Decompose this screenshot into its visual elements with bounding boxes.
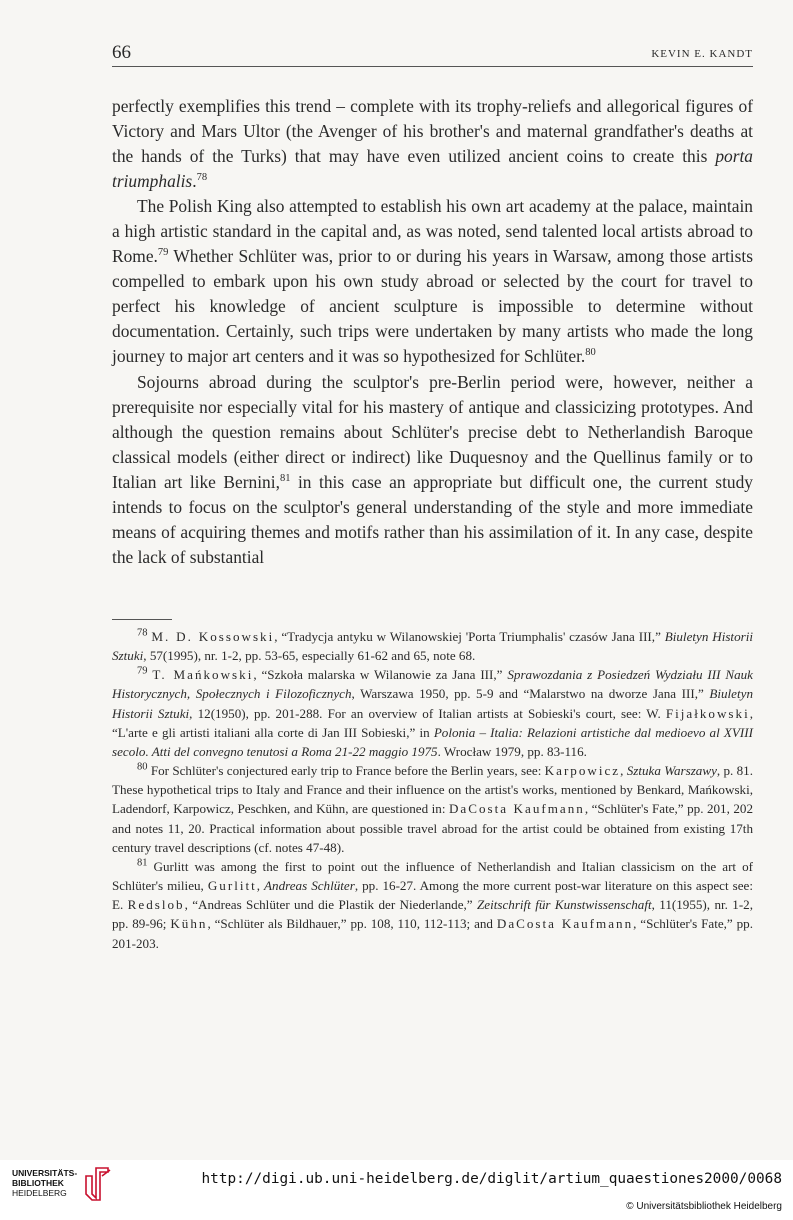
footnote-ref-79[interactable]: 79 (157, 247, 169, 259)
library-logo-text: UNIVERSITÄTS- BIBLIOTHEK HEIDELBERG (12, 1168, 78, 1198)
paragraph-3: Sojourns abroad during the sculptor's pre-Berlin period were, however, neither a prerequisite nor especially vital for his mastery of antique and classicizing prototypes. And although the question remains about Schlüter's precise debt to Netherlandish Baroque classical models (either direct or indirect) like Duquesnoy and the Quellinus family or to Italian art like Bernini,$^{81}$ in this case an appropriate but difficult one, the current study intends to focus on the sculptor's general understanding of the style and more immediate means of acquiring themes and motifs rather than his assimilation of it. In any case, despite the lack of substantial (112, 371, 753, 567)
copyright-notice: © Universitätsbibliothek Heidelberg (626, 1201, 782, 1212)
footnote-ref-80[interactable]: 80 (585, 347, 596, 359)
footnotes (112, 627, 753, 953)
main-text (112, 94, 753, 570)
footnote-80: $^{80}$ For Schlüter's conjectured early trip to France before the Berlin years, see: Karpowicz, Sztuka Warszawy, p. 81. These hypothetical trips to Italy and France and their influence on the artist's works, mentioned by Benkard, Mańkowski, Ladendorf, Karpowicz, Peschken, and Kühn, are questioned in: DaCosta Kaufmann, “Schlüter's Fate,” pp. 201, 202 and notes 11, 20. Practical information about possible travel abroad for the artist could be obtained from existing 17th century travel descriptions (cf. notes 47-48). (112, 761, 754, 855)
page-number: 66 (112, 42, 131, 63)
paragraph-2: The Polish King also attempted to establish his own art academy at the palace, maintain a high artistic standard in the capital and, as was noted, send talented local artists abroad to Rome.$^{79}$ Whether Schlüter was, prior to or during his years in Warsaw, among those artists compelled to embark upon his own study abroad or selected by the court for travel to perfect his knowledge of ancient sculpture is impossible to determine without documentation. Certainly, such trips were undertaken by many artists who made the long journey to major art centers and it was so hypothesized for Schlüter.$^{80}$ (112, 196, 753, 367)
footnote-81: $^{81}$ Gurlitt was among the first to point out the influence of Netherlandish and Italian classicism on the art of Schlüter's milieu, Gurlitt, Andreas Schlüter, pp. 16-27. Among the more current post-war literature on this aspect see: E. Redslob, “Andreas Schlüter und die Plastik der Niederlande,” Zeitschrift für Kunstwissenschaft, 11(1955), nr. 1-2, pp. 89-96; Kühn, “Schlüter als Bildhauer,” pp. 108, 110, 112-113; and DaCosta Kaufmann, “Schlüter's Fate,” pp. 201-203. (112, 857, 754, 951)
running-header (112, 42, 753, 67)
footnote-79: $^{79}$ T. Mańkowski, “Szkoła malarska w Wilanowie za Jana III,” Sprawozdania z Posiedzeń Wydziału III Nauk Historycznych, Społecznych i Filozoficznych, Warszawa 1950, pp. 5-9 and “Malarstwo na dworze Jana III,” Biuletyn Historii Sztuki, 12(1950), pp. 201-288. For an overview of Italian artists at Sobieski's court, see: W. Fijałkowski, “L'arte e gli artisti italiani alla corte di Jan III Sobieski,” in Polonia – Italia: Relazioni artistiche dal medioevo al XVIII secolo. Atti del convegno tenutosi a Roma 21-22 maggio 1975. Wrocław 1979, pp. 83-116. (112, 665, 753, 759)
footnote-78: $^{78}$ M. D. Kossowski, “Tradycja antyku w Wilanowskiej 'Porta Triumphalis' czasów Jana III,” Biuletyn Historii Sztuki, 57(1995), nr. 1-2, pp. 53-65, especially 61-62 and 65, note 68. (112, 627, 753, 664)
library-footer (0, 1160, 793, 1220)
running-head-author: KEVIN E. KANDT (651, 48, 753, 60)
library-logo-icon (82, 1166, 112, 1204)
permalink-url[interactable]: http://digi.ub.uni-heidelberg.de/diglit/artium_quaestiones2000/0068 (201, 1171, 782, 1187)
footnote-ref-78[interactable]: 78 (196, 172, 208, 184)
footnote-rule (112, 619, 172, 620)
footnote-ref-81[interactable]: 81 (279, 472, 291, 484)
paragraph-1: perfectly exemplifies this trend – complete with its trophy-reliefs and allegorical figures of Victory and Mars Ultor (the Avenger of his brother's and maternal grandfather's deaths at the hands of the Turks) that may have even utilized ancient coins to create this porta triumphalis.$^{78}$ (112, 96, 753, 192)
